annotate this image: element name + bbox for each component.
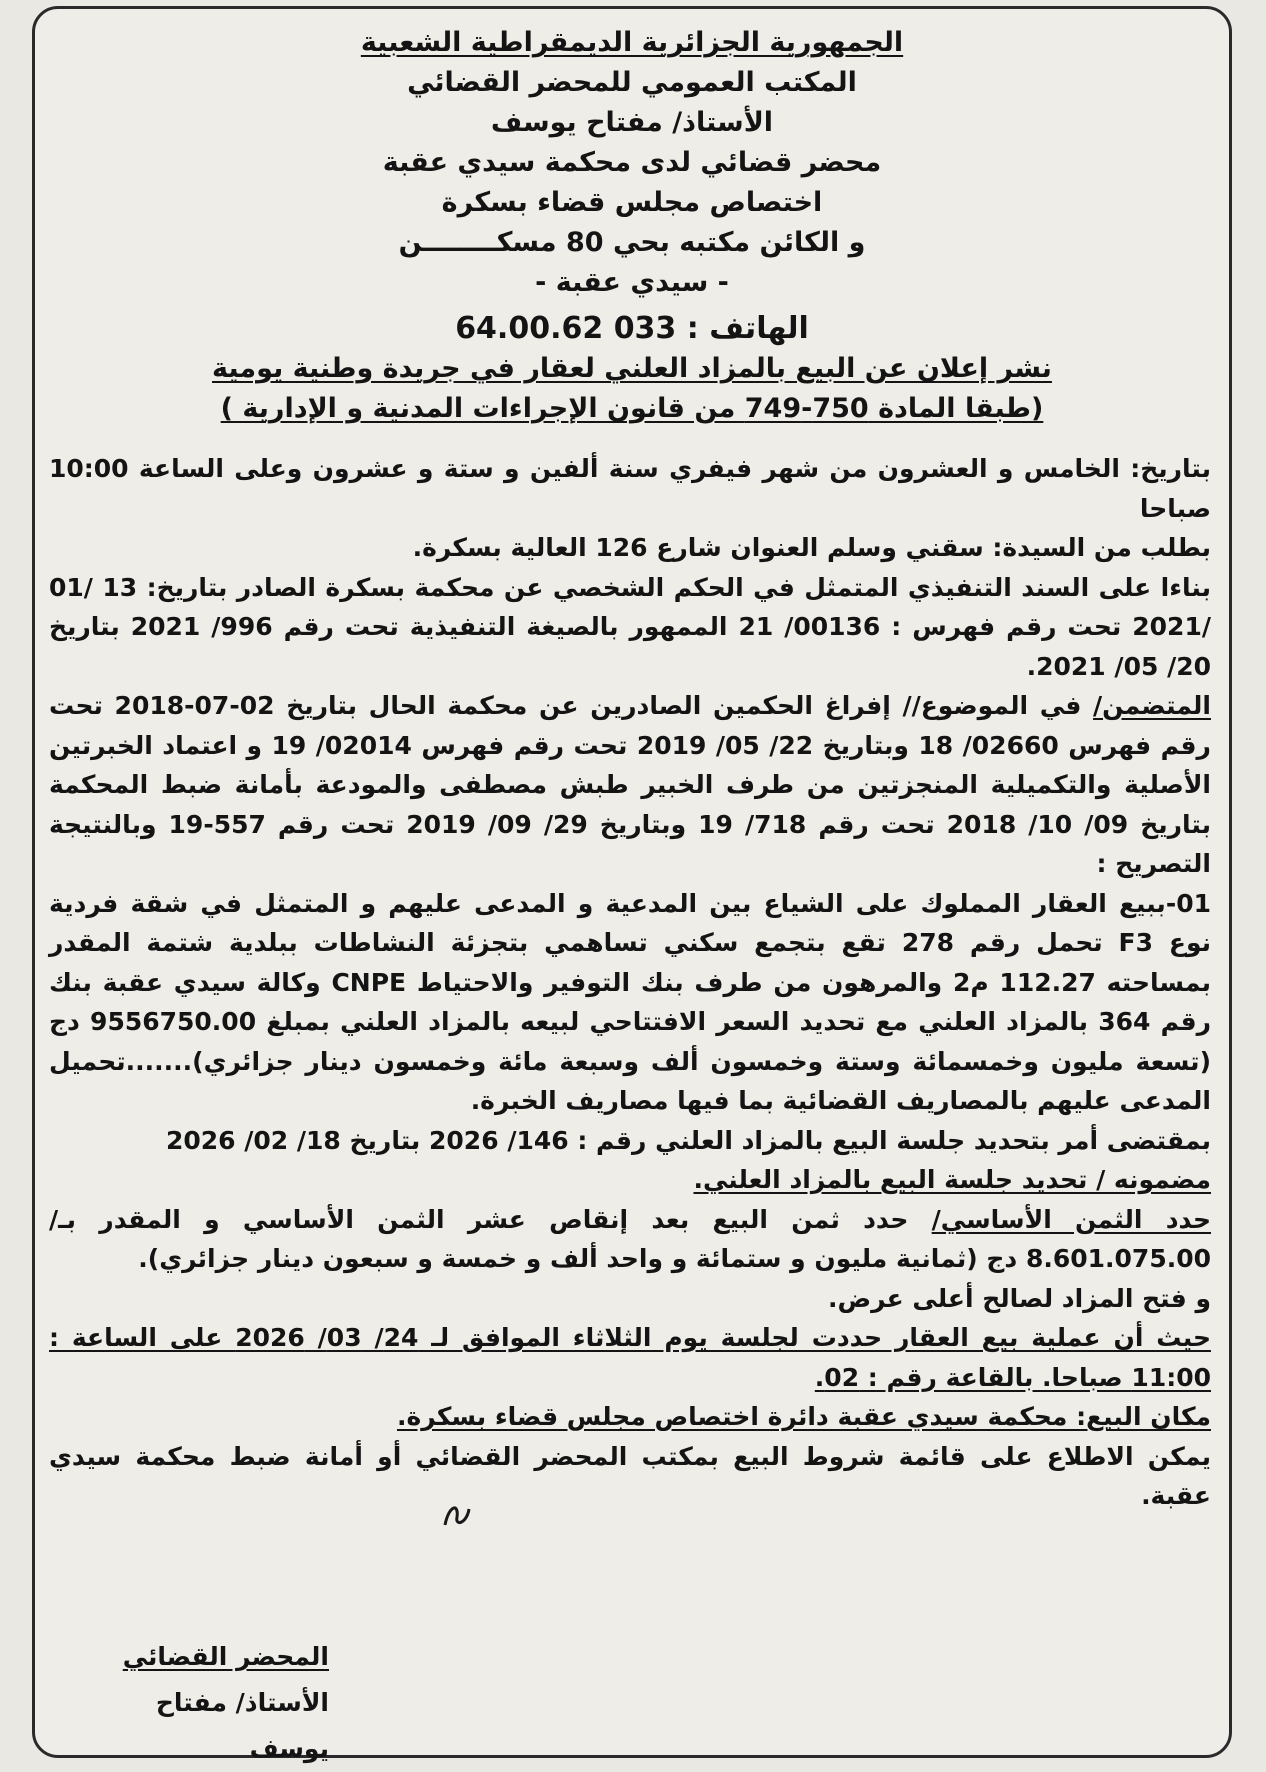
location-text: مكان البيع: محكمة سيدي عقبة دائرة اختصاص مجلس قضاء بسكرة.: [397, 1402, 1211, 1431]
notice-title: نشر إعلان عن البيع بالمزاد العلني لعقار في جريدة وطنية يومية: [212, 353, 1052, 384]
session-text: حيث أن عملية بيع العقار حددت لجلسة يوم الثلاثاء الموافق لـ 24/ 03/ 2026 على الساعة : 11:00 صباحا. بالقاعة رقم : 02.: [49, 1323, 1211, 1392]
paragraph-basis: بناءا على السند التنفيذي المتمثل في الحكم الشخصي عن محكمة بسكرة الصادر بتاريخ: 13 /01 /2021 تحت رقم فهرس : 00136/ 21 الممهور بالصيغة التنفيذية تحت رقم 996/ 2021 بتاريخ 20/ 05/ 2021.: [49, 572, 1211, 681]
handwritten-mark-icon: [437, 1495, 477, 1535]
office-city: - سيدي عقبة -: [535, 267, 729, 298]
document-body: [49, 449, 1211, 1516]
signature-block: [69, 1634, 329, 1772]
base-price-label: حدد الثمن الأساسي/: [931, 1204, 1212, 1234]
paragraph-consultation: يمكن الاطلاع على قائمة شروط البيع بمكتب المحضر القضائي أو أمانة ضبط محكمة سيدي عقبة.: [49, 1441, 1211, 1510]
paragraph-location: [49, 1397, 1211, 1437]
office-address: و الكائن مكتبه بحي 80 مسكــــــــن: [398, 227, 866, 258]
paragraph-subject: [49, 686, 1211, 884]
content-label: مضمونه / تحديد جلسة البيع بالمزاد العلني.: [693, 1165, 1211, 1194]
bailiff-name: الأستاذ/ مفتاح يوسف: [490, 107, 774, 138]
paragraph-sale-order: 01-ببيع العقار المملوك على الشياع بين المدعية و المدعى عليهم و المتمثل في شقة فردية نوع F3 تحمل رقم 278 تقع بتجمع سكني تساهمي بتجزئة النشاطات ببلدية شتمة المقدر بمساحته 112.27 م2 والمرهون من طرف بنك التوفير والاحتياط CNPE وكالة سيدي عقبة بنك رقم 364 بالمزاد العلني مع تحديد السعر الافتتاحي لبيعه بالمزاد العلني بمبلغ 9556750.00 دج (تسعة مليون وخمسمائة وستة وخمسون ألف وسبعة مائة وخمسون دينار جزائري).......تحميل المدعى عليهم بالمصاريف القضائية بما فيها مصاريف الخبرة.: [49, 888, 1212, 1115]
republic-title: الجمهورية الجزائرية الديمقراطية الشعبية: [360, 27, 904, 58]
law-reference: (طبقا المادة 750-749 من قانون الإجراءات المدنية و الإدارية ): [220, 393, 1044, 424]
signature-name: الأستاذ/ مفتاح يوسف: [155, 1688, 329, 1763]
court-name: محضر قضائي لدى محكمة سيدي عقبة: [382, 147, 882, 178]
paragraph-session: [49, 1318, 1211, 1397]
paragraph-base-price: [49, 1200, 1211, 1279]
subject-label: المتضمن/: [1093, 691, 1211, 720]
document-frame: [32, 6, 1232, 1763]
subject-text: في الموضوع// إفراغ الحكمين الصادرين عن محكمة الحال بتاريخ 02-07-2018 تحت رقم فهرس 02660/ 18 وبتاريخ 22/ 05/ 2019 تحت رقم فهرس 02014/ 19 و اعتماد الخبرتين الأصلية والتكميلية المنجزتين من طرف الخبير طبش مصطفى والمودعة بأمانة ضبط المحكمة بتاريخ 09/ 10/ 2018 تحت رقم 718/ 19 وبتاريخ 29/ 09/ 2019 تحت رقم 557-19 وبالنتيجة التصريح :: [49, 691, 1211, 878]
paragraph-hearing-order: بمقتضى أمر بتحديد جلسة البيع بالمزاد العلني رقم : 146/ 2026 بتاريخ 18/ 02/ 2026: [165, 1125, 1211, 1155]
paragraph-date: بتاريخ: الخامس و العشرون من شهر فيفري سنة ألفين و ستة و عشرون وعلى الساعة 10:00 صباحا: [49, 454, 1211, 523]
document-header: [35, 23, 1229, 429]
paragraph-content: [49, 1160, 1211, 1200]
paragraph-request: بطلب من السيدة: سقني وسلم العنوان شارع 126 العالية بسكرة.: [412, 533, 1211, 562]
phone-number: الهاتف : 033 64.00.62: [455, 311, 809, 346]
office-name: المكتب العمومي للمحضر القضائي: [407, 67, 857, 98]
signature-title: المحضر القضائي: [122, 1642, 329, 1671]
paragraph-bidding: و فتح المزاد لصالح أعلى عرض.: [827, 1283, 1211, 1313]
jurisdiction: اختصاص مجلس قضاء بسكرة: [441, 187, 823, 218]
base-price-text: حدد ثمن البيع بعد إنقاص عشر الثمن الأساسي و المقدر بـ/ 8.601.075.00 دج (ثمانية مليون و ستمائة و واحد ألف و خمسة و سبعون دينار جزائري).: [49, 1204, 1211, 1273]
